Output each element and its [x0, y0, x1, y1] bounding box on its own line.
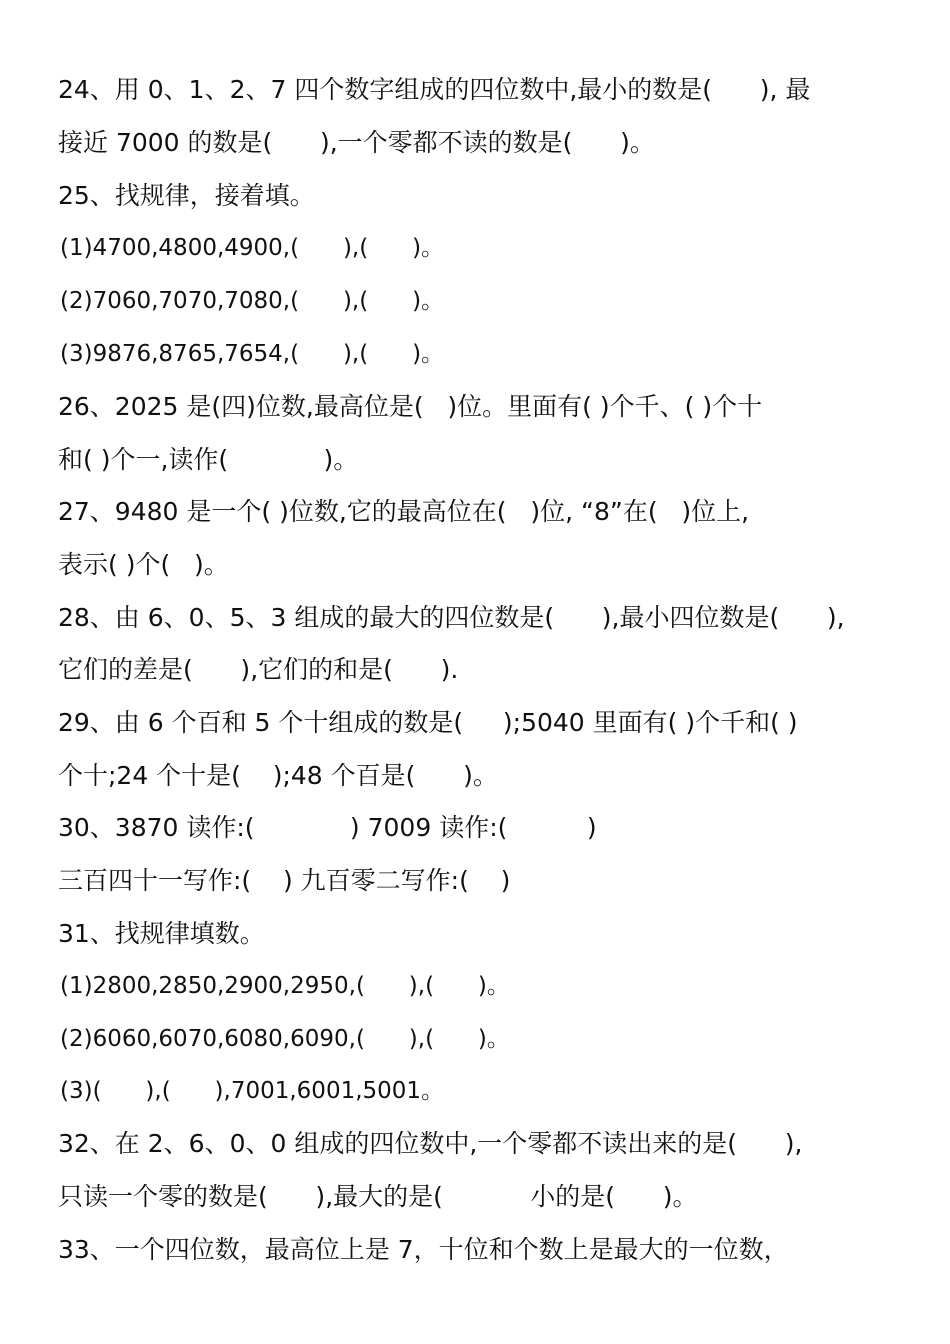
q29-line-1: 29、由 6 个百和 5 个十组成的数是( );5040 里面有( )个千和( ) [58, 708, 798, 737]
q31-title: 31、找规律填数。 [58, 919, 265, 948]
q32-line-2: 只读一个零的数是( ),最大的是( 小的是( )。 [58, 1182, 698, 1211]
q30-line-1: 30、3870 读作:( ) 7009 读作:( ) [58, 813, 597, 842]
q25-title: 25、找规律，接着填。 [58, 181, 315, 210]
q26-line-2: 和( )个一,读作( )。 [58, 445, 359, 474]
q27-line-2: 表示( )个( )。 [58, 550, 229, 579]
q24-line-2: 接近 7000 的数是( ),一个零都不读的数是( )。 [58, 128, 655, 157]
q32-line-1: 32、在 2、6、0、0 组成的四位数中,一个零都不读出来的是( ), [58, 1129, 803, 1158]
q28-line-1: 28、由 6、0、5、3 组成的最大的四位数是( ),最小四位数是( ), [58, 603, 845, 632]
q31-item-2: (2)6060,6070,6080,6090,( ),( )。 [60, 1026, 510, 1052]
q33-line-1: 33、一个四位数，最高位上是 7，十位和个数上是最大的一位数， [58, 1235, 789, 1264]
q24-line-1: 24、用 0、1、2、7 四个数字组成的四位数中,最小的数是( ), 最 [58, 75, 811, 104]
q25-item-2: (2)7060,7070,7080,( ),( )。 [60, 288, 445, 314]
q27-line-1: 27、9480 是一个( )位数,它的最高位在( )位, “8”在( )位上, [58, 497, 750, 526]
q25-item-3: (3)9876,8765,7654,( ),( )。 [60, 341, 445, 367]
q29-line-2: 个十;24 个十是( );48 个百是( )。 [58, 761, 498, 790]
q26-line-1: 26、2025 是(四)位数,最高位是( )位。里面有( )个千、( )个十 [58, 392, 763, 421]
q28-line-2: 它们的差是( ),它们的和是( ). [58, 655, 459, 684]
q30-line-2: 三百四十一写作:( ) 九百零二写作:( ) [58, 866, 511, 895]
q31-item-1: (1)2800,2850,2900,2950,( ),( )。 [60, 973, 510, 999]
q31-item-3: (3)( ),( ),7001,6001,5001。 [60, 1078, 445, 1104]
q25-item-1: (1)4700,4800,4900,( ),( )。 [60, 235, 445, 261]
